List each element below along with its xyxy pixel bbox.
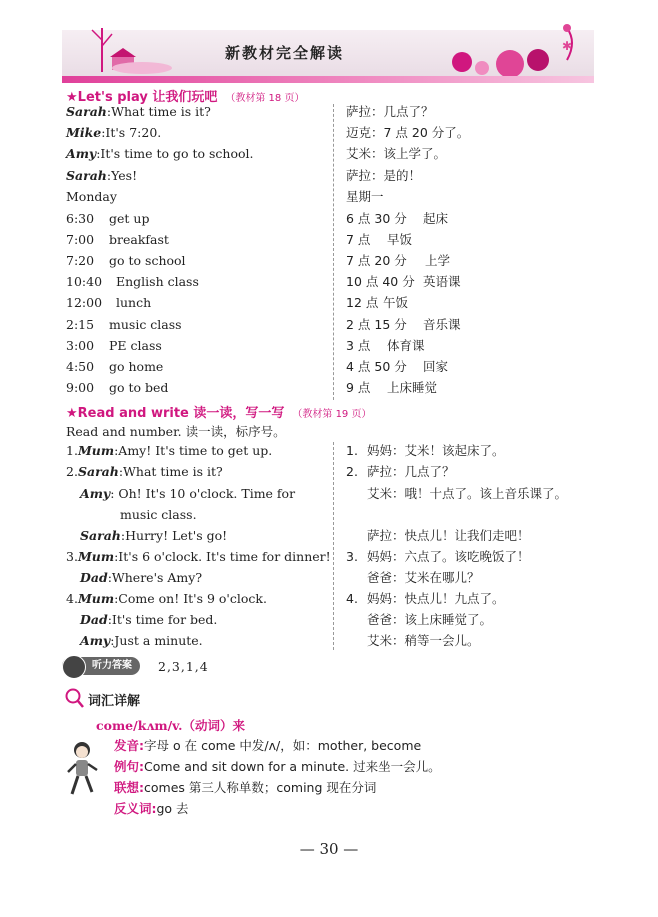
speaker-name: Amy <box>80 486 111 501</box>
story-text: :Where's Amy? <box>107 570 203 585</box>
speaker-name: Dad <box>80 612 108 627</box>
story-line <box>66 464 223 480</box>
schedule-time-cn: 7 点 <box>346 232 371 248</box>
schedule-time-cn: 12 点 <box>346 295 379 311</box>
vocab-item <box>114 801 189 817</box>
story-line <box>120 507 197 523</box>
speaker-name: Mum <box>77 549 115 564</box>
vocab-item <box>114 738 421 754</box>
schedule-time: 12:00 <box>66 295 103 311</box>
vocab-item <box>114 780 376 796</box>
item-number: 1. <box>66 443 78 458</box>
instruction: Read and number. 读一读，标序号。 <box>66 424 286 439</box>
vocab-item-text: 字母 o 在 come 中发/ʌ/，如：mother, become <box>144 738 422 753</box>
schedule-time: 10:40 <box>66 274 103 290</box>
schedule-activity: go home <box>109 358 164 374</box>
schedule-time-cn: 7 点 20 分 <box>346 253 407 269</box>
vocab-item-label: 联想: <box>114 780 144 795</box>
speaker-name: Amy <box>66 146 97 162</box>
story-translation: 妈妈：快点儿！九点了。 <box>367 591 505 606</box>
dialog-line <box>66 125 161 141</box>
story-line <box>66 549 331 565</box>
day-label-cn: 星期一 <box>346 189 384 204</box>
schedule-activity-cn: 上学 <box>425 253 451 269</box>
speaker-name: Mum <box>77 591 115 606</box>
story-translation: 爸爸：该上床睡觉了。 <box>367 612 493 627</box>
schedule-activity: breakfast <box>109 232 169 248</box>
section-title-text: ★Read and write 读一读，写一写 <box>66 406 285 421</box>
schedule-time-cn: 10 点 40 分 <box>346 274 415 290</box>
schedule-activity-cn: 早饭 <box>387 232 413 248</box>
magnifier-icon <box>64 687 84 709</box>
dialog-text: :What time is it? <box>106 104 211 119</box>
speaker-name: Sarah <box>66 104 107 119</box>
svg-text:✱: ✱ <box>562 39 573 53</box>
dialog-line <box>66 104 211 120</box>
story-translation: 爸爸：艾米在哪儿？ <box>367 570 480 585</box>
schedule-activity: go to bed <box>109 379 169 395</box>
vocab-item-text: comes 第三人称单数；coming 现在分词 <box>144 780 377 795</box>
page-header-title: 新教材完全解读 <box>225 44 345 62</box>
story-text: :Come on! It's 9 o'clock. <box>114 591 267 606</box>
schedule-time: 4:50 <box>66 358 95 374</box>
speaker-name: Sarah <box>80 528 121 543</box>
headphone-icon <box>62 655 86 679</box>
story-line <box>80 486 295 502</box>
speaker-name: Amy <box>80 633 111 648</box>
boy-illustration <box>66 740 100 800</box>
section-ref: （教材第 19 页） <box>292 409 372 420</box>
item-number-cn: 4. <box>346 591 358 606</box>
speaker-name: Sarah <box>77 464 119 479</box>
vocab-title: 词汇详解 <box>88 694 141 709</box>
schedule-time-cn: 9 点 <box>346 379 371 395</box>
item-number: 4. <box>66 591 78 606</box>
schedule-activity-cn: 体育课 <box>387 337 425 353</box>
item-number-cn: 3. <box>346 549 358 564</box>
story-text: :It's time for bed. <box>107 612 218 627</box>
schedule-activity: PE class <box>109 337 162 353</box>
column-divider <box>333 442 334 650</box>
schedule-activity: lunch <box>116 295 152 311</box>
story-text: : Oh! It's 10 o'clock. Time for <box>110 486 296 501</box>
answer-value: 2,3,1,4 <box>158 659 209 674</box>
day-label: Monday <box>66 189 117 204</box>
schedule-time-cn: 6 点 30 分 <box>346 211 407 226</box>
vocab-item-text: go 去 <box>156 801 189 816</box>
answer-label: 听力答案 <box>92 660 132 671</box>
vocab-item-text: Come and sit down for a minute. 过来坐一会儿。 <box>144 759 441 774</box>
dialog-translation: 艾米：该上学了。 <box>346 146 447 162</box>
schedule-activity-cn: 英语课 <box>423 274 461 290</box>
section-ref: （教材第 18 页） <box>225 93 305 104</box>
dialog-translation: 迈克：7 点 20 分了。 <box>346 125 470 141</box>
vocab-item-label: 反义词: <box>114 801 157 816</box>
story-translation: 萨拉：快点儿！让我们走吧！ <box>367 528 530 543</box>
column-divider <box>333 104 334 400</box>
schedule-activity: get up <box>109 211 150 226</box>
item-number: 2. <box>66 464 78 479</box>
story-text: :It's 6 o'clock. It's time for dinner! <box>114 549 331 564</box>
story-text: :Just a minute. <box>110 633 203 648</box>
dialog-text: :Yes! <box>106 167 138 183</box>
speaker-name: Sarah <box>66 167 107 183</box>
vocab-item <box>114 759 441 775</box>
schedule-activity-cn: 音乐课 <box>423 316 461 332</box>
story-line <box>66 443 272 459</box>
story-translation: 艾米：哦！十点了。该上音乐课了。 <box>367 486 568 501</box>
story-text: :Hurry! Let's go! <box>120 528 228 543</box>
section-lets-play-title <box>66 86 304 105</box>
story-line <box>80 528 227 544</box>
section-read-write-title <box>66 402 371 421</box>
schedule-time-cn: 3 点 <box>346 337 371 353</box>
schedule-time-cn: 2 点 15 分 <box>346 316 407 332</box>
dialog-text: :It's 7:20. <box>101 125 162 141</box>
vocab-item-label: 发音: <box>114 738 144 753</box>
story-line <box>80 570 202 586</box>
schedule-activity-cn: 午饭 <box>383 295 409 311</box>
item-number: 3. <box>66 549 78 564</box>
schedule-activity: go to school <box>109 253 186 269</box>
schedule-time: 7:00 <box>66 232 95 248</box>
schedule-activity-cn: 起床 <box>423 211 449 226</box>
schedule-time: 2:15 <box>66 316 95 332</box>
item-number-cn: 2. <box>346 464 358 479</box>
schedule-time: 7:20 <box>66 253 95 269</box>
page-number: — 30 — <box>299 840 359 858</box>
schedule-time-cn: 4 点 50 分 <box>346 358 407 374</box>
schedule-time: 3:00 <box>66 337 95 353</box>
story-line <box>66 591 267 607</box>
story-text: music class. <box>120 507 197 522</box>
story-translation: 妈妈：艾米！该起床了。 <box>367 443 505 458</box>
dialog-line <box>66 168 137 184</box>
story-text: :What time is it? <box>118 464 223 479</box>
schedule-activity-cn: 回家 <box>423 358 449 374</box>
schedule-activity: English class <box>116 274 199 290</box>
header-bar <box>62 76 594 83</box>
speaker-name: Dad <box>80 570 108 585</box>
vocab-word: come/kʌm/v.（动词）来 <box>96 718 246 733</box>
schedule-activity-cn: 上床睡觉 <box>387 379 438 395</box>
schedule-time: 6:30 <box>66 211 95 226</box>
dialog-text: :It's time to go to school. <box>96 146 254 162</box>
story-line <box>80 612 217 628</box>
story-translation: 妈妈：六点了。该吃晚饭了！ <box>367 549 530 564</box>
schedule-activity: music class <box>109 316 182 332</box>
dialog-line <box>66 146 253 162</box>
story-translation: 艾米：稍等一会儿。 <box>367 633 480 648</box>
schedule-time: 9:00 <box>66 379 95 395</box>
item-number-cn: 1. <box>346 443 358 458</box>
speaker-name: Mum <box>77 443 115 458</box>
speaker-name: Mike <box>66 125 102 141</box>
section-title-text: ★Let's play 让我们玩吧 <box>66 90 218 105</box>
dialog-translation: 萨拉：几点了？ <box>346 104 434 119</box>
story-line <box>80 633 203 649</box>
story-text: :Amy! It's time to get up. <box>114 443 273 458</box>
vocab-item-label: 例句: <box>114 759 144 774</box>
dialog-translation: 萨拉：是的！ <box>346 167 422 183</box>
story-translation: 萨拉：几点了？ <box>367 464 455 479</box>
